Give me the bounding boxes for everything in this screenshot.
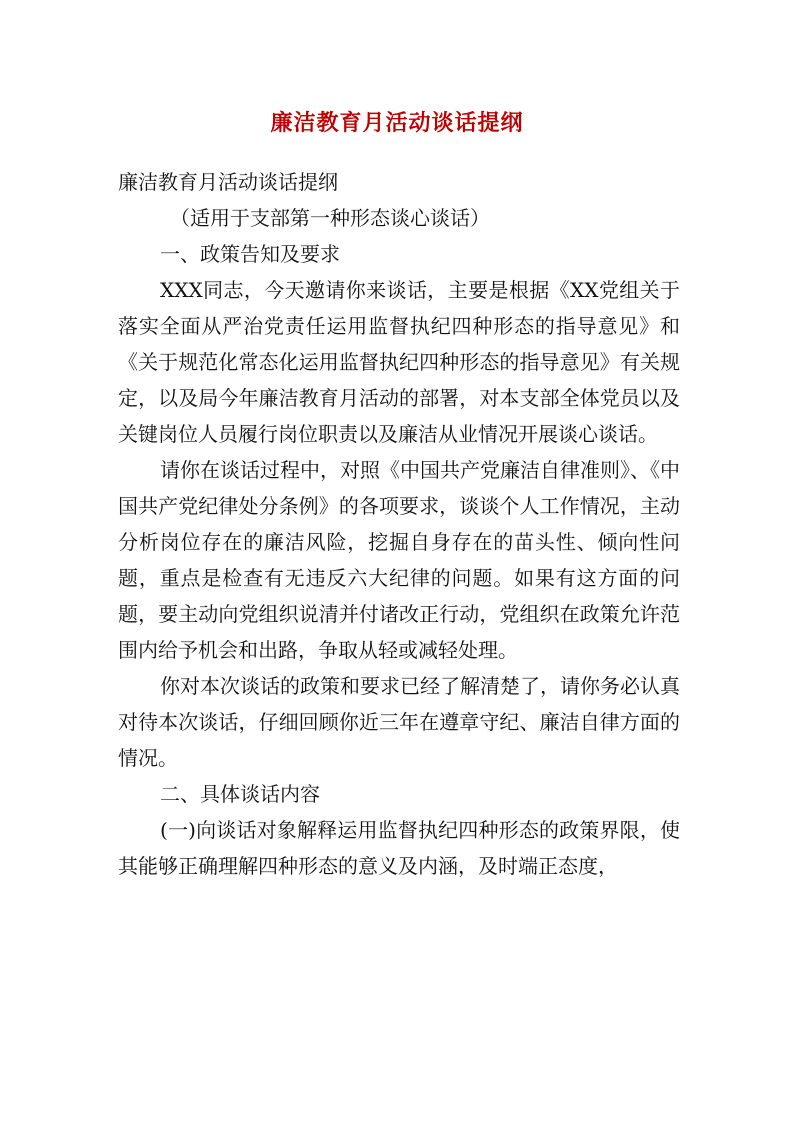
document-subtitle: 廉洁教育月活动谈话提纲 [118,170,338,194]
paragraph-confirmation: 你对本次谈话的政策和要求已经了解清楚了，请你务必认真对待本次谈话，仔细回顾你近三年在遵章守纪、廉洁自律方面的情况。 [118,674,680,770]
section-heading-policy: 一、政策告知及要求 [160,242,340,266]
paragraph-intro: XXX同志，今天邀请你来谈话，主要是根据《XX党组关于落实全面从严治党责任运用监督执纪四种形态的指导意见》和《关于规范化常态化运用监督执纪四种形态的指导意见》有关规定，以及局今年廉洁教育月活动的部署，对本支部全体党员以及关键岗位人员履行岗位职责以及廉洁从业情况开展谈心谈话。 [118,278,680,446]
scope-note: （适用于支部第一种形态谈心谈话） [170,206,490,230]
paragraph-content-item-1: (一)向谈话对象解释运用监督执纪四种形态的政策界限，使其能够正确理解四种形态的意义及内涵，及时端正态度， [118,818,680,878]
section-heading-content: 二、具体谈话内容 [160,782,320,806]
document-body [118,164,680,884]
paragraph-requirements: 请你在谈话过程中，对照《中国共产党廉洁自律准则》、《中国共产党纪律处分条例》的各项要求，谈谈个人工作情况，主动分析岗位存在的廉洁风险，挖掘自身存在的苗头性、倾向性问题，重点是检查有无违反六大纪律的问题。如果有这方面的问题，要主动向党组织说清并付诸改正行动，党组织在政策允许范围内给予机会和出路，争取从轻或减轻处理。 [118,458,680,662]
document-title: 廉洁教育月活动谈话提纲 [270,110,524,136]
